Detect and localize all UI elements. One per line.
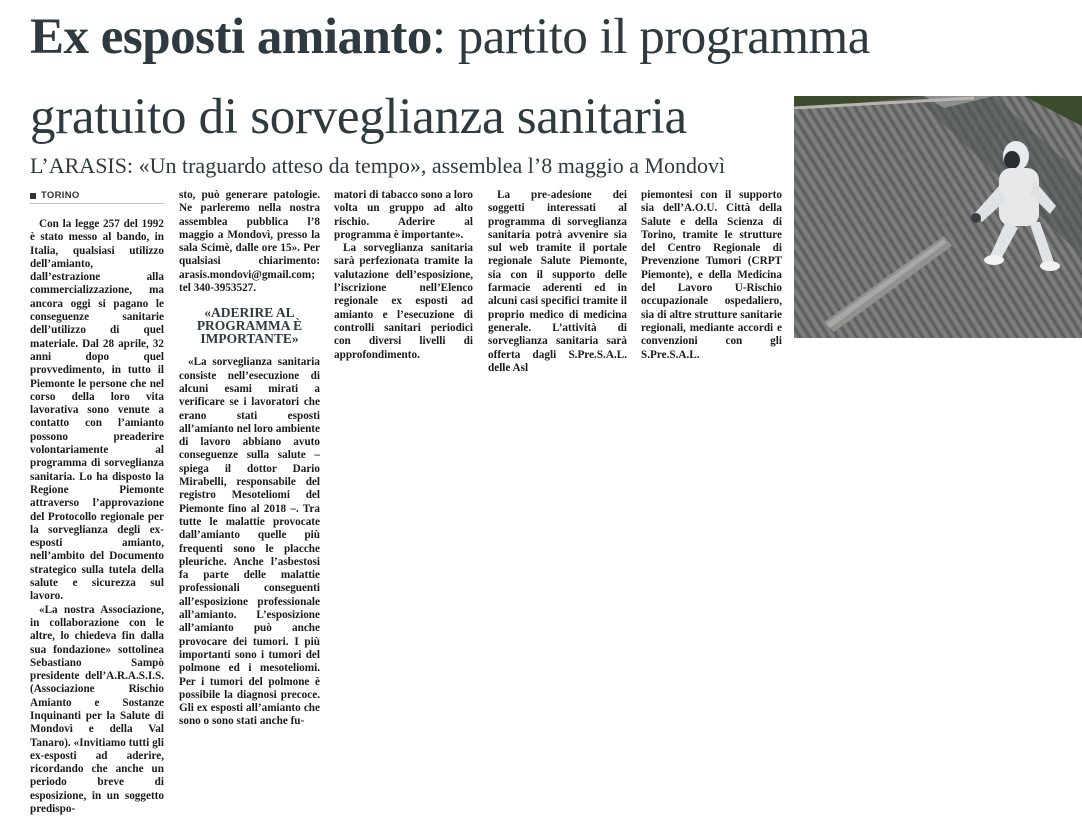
headline-bold: Ex esposti amianto bbox=[30, 9, 432, 65]
headline-line-2: gratuito di sorveglianza sanitaria bbox=[30, 89, 687, 145]
text-column-1 bbox=[30, 189, 164, 816]
paragraph: sto, può generare patologie. Ne parleremo nella nostra assemblea pubblica l’8 maggio a Mondovì, presso la sala Scimè, dalle ore 15». Per qualsiasi chiarimento: arasis.mondovi@gmail.com; tel 340-3953527. bbox=[179, 189, 320, 295]
paragraph: Con la legge 257 del 1992 è stato messo al bando, in Italia, qualsiasi utilizzo dell’amianto, dall’estrazione alla commercializzazione, ma ancora oggi si pagano le conseguenze sanitarie dell’utilizzo di quel materiale. Dal 28 aprile, 32 anni dopo quel provvedimento, in tutto il Piemonte le persone che nel corso della loro vita lavorativa sono venute a contatto con l’amianto possono preaderire volontariamente al programma di sorveglianza sanitaria. Lo ha disposto la Regione Piemonte attraverso l’approvazione del Protocollo regionale per la sorveglianza degli ex-esposti amianto, nell’ambito del Documento strategico sulla tutela della salute e sicurezza sul lavoro. bbox=[30, 218, 164, 603]
text-column-4 bbox=[488, 189, 627, 375]
paragraph: La sorveglianza sanitaria sarà perfezionata tramite la valutazione dell’esposizione, l’iscrizione nell’Elenco regionale ex esposti ad amianto e l’esecuzione di controlli sanitari periodici con diversi livelli di approfondimento. bbox=[334, 242, 473, 361]
text-column-2 bbox=[179, 189, 320, 729]
paragraph: La pre-adesione dei soggetti interessati al programma di sorveglianza sanitaria potrà avvenire sia sul web tramite il portale regionale Salute Piemonte, sia con il supporto delle farmacie aderenti ed in alcuni casi specifici tramite il proprio medico di medicina generale. L’attività di sorveglianza sanitaria sarà offerta dagli S.Pre.S.A.L. delle Asl bbox=[488, 189, 627, 374]
location-square-icon bbox=[30, 193, 36, 199]
paragraph: matori di tabacco sono a loro volta un gruppo ad alto rischio. Aderire al programma è importante». bbox=[334, 189, 473, 241]
location-label: TORINO bbox=[41, 189, 80, 201]
location-tag bbox=[30, 189, 164, 204]
paragraph: «La sorveglianza sanitaria consiste nell’esecuzione di alcuni esami mirati a verificare se i lavoratori che erano stati esposti all’amianto nel loro ambiente di lavoro abbiano avuto conseguenze sulla salute – spiega il dottor Dario Mirabelli, responsabile del registro Mesoteliomi del Piemonte fino al 2018 –. Tra tutte le malattie provocate dall’amianto quelle più frequenti sono le placche pleuriche. Anche l’asbestosi fa parte delle malattie professionali conseguenti all’esposizione professionale all’amianto. L’esposizione all’amianto può anche provocare dei tumori. I più importanti sono i tumori del polmone ed i mesoteliomi. Per i tumori del polmone è possibile la diagnosi precoce. Gli ex esposti all’amianto che sono o sono stati anche fu- bbox=[179, 356, 320, 728]
section-subheading: «ADERIRE AL PROGRAMMA È IMPORTANTE» bbox=[196, 305, 303, 347]
article-photo bbox=[794, 96, 1082, 338]
text-column-3 bbox=[334, 189, 473, 362]
roof-worker-illustration bbox=[794, 96, 1082, 338]
paragraph: «La nostra Associazione, in collaborazione con le altre, lo chiedeva fin dalla sua fondazione» sottolinea Sebastiano Sampò presidente dell’A.R.A.S.I.S. (Associazione Rischio Amianto e Sostanze Inquinanti per la Salute di Mondovì e della Val Tanaro). «Invitiamo tutti gli ex-esposti ad aderire, ricordando che anche un periodo breve di esposizione, in un soggetto predispo- bbox=[30, 603, 164, 816]
subheadline: L’ARASIS: «Un traguardo atteso da tempo», assemblea l’8 maggio a Mondovì bbox=[30, 153, 726, 178]
paragraph: piemontesi con il supporto sia dell’A.O.U. Città della Salute e della Scienza di Torino, tramite le strutture del Centro Regionale di Prevenzione Tumori (CRPT Piemonte), e della Medicina del Lavoro U-Rischio occupazionale ospedaliero, sia di altre strutture sanitarie regionali, mediante accordi e convenzioni con gli S.Pre.S.A.L. bbox=[641, 189, 782, 361]
headline-rest: : partito il programma bbox=[431, 9, 870, 65]
text-column-5 bbox=[641, 189, 782, 362]
headline-line-1 bbox=[30, 6, 1070, 69]
